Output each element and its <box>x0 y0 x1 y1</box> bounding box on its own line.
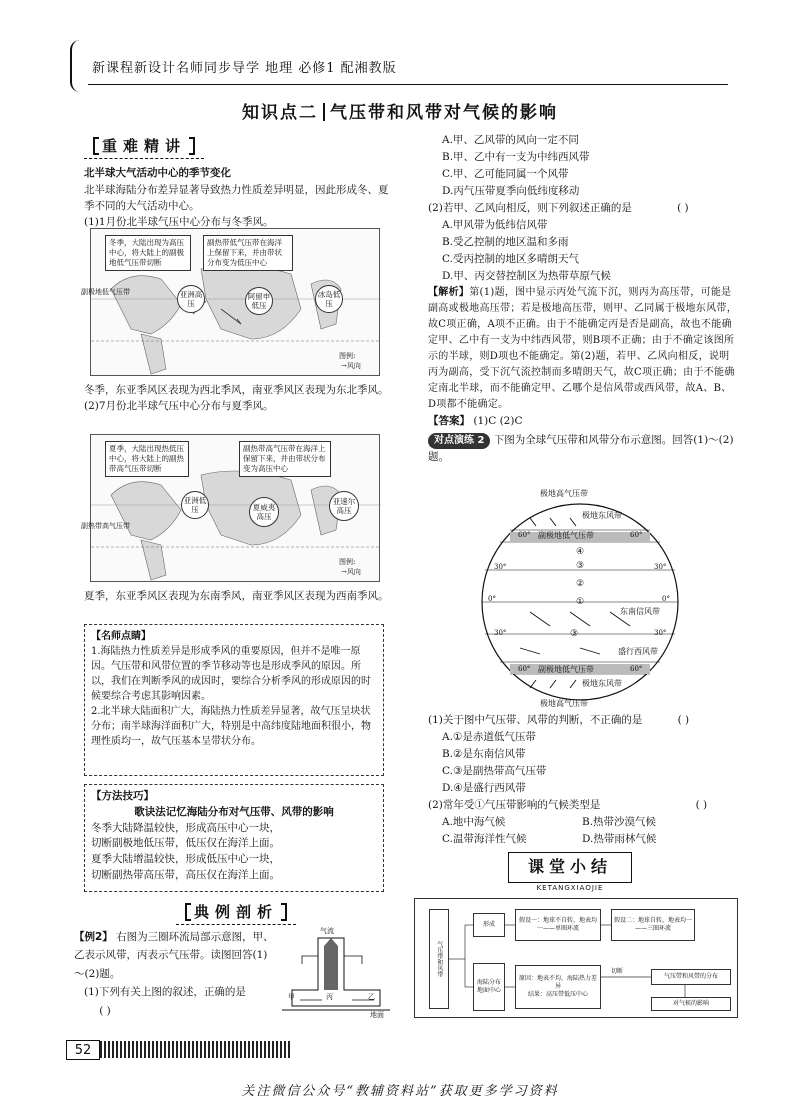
example-text: 右图为三圈环流局部示意图，甲、乙表示风带，丙表示气压带。读图回答(1)～(2)题。 <box>74 931 274 980</box>
teacher-tip-1: 1.海陆热力性质差异是形成季风的重要原因，但并不是唯一原因。气压带和风带位置的季节移动等也是形成季风的原因。所以，我们在判断季风的成因时，要综合分析季风的形成原因的时候要综合考虑其影响因素。 <box>91 646 371 702</box>
globe-deg30-n-left: 30° <box>494 563 507 571</box>
q1-option-d[interactable]: D.丙气压带夏季向低纬度移动 <box>442 185 580 197</box>
summary-land-sea: 海陆分布 地面中心 <box>473 963 505 1011</box>
summary-cause: 原因：地表不均，海陆热力差异 结果：高压带低压中心 <box>515 965 601 1009</box>
globe-label-1: ① <box>576 597 585 607</box>
page-number-bar <box>100 1041 290 1058</box>
globe-deg30-s-right: 30° <box>654 629 667 637</box>
drill-q2-option-b[interactable]: B.热带沙漠气候 <box>582 816 657 828</box>
winter-text: 冬季，东亚季风区表现为西北季风，南亚季风区表现为东北季风。 <box>84 384 389 396</box>
method-line-1: 冬季大陆降温较快，形成高压中心一块， <box>91 821 280 834</box>
example-label: 【例2】 <box>74 931 113 943</box>
globe-deg60-s-right: 60° <box>630 665 643 673</box>
q2-option-b[interactable]: B.受乙控制的地区温和多雨 <box>442 236 569 248</box>
summary-diagram <box>414 898 738 1018</box>
drill-q2-option-c[interactable]: C.温带海洋性气候 <box>442 833 527 845</box>
teacher-tip-2: 2.北半球大陆面积广大，海陆热力性质差异显著，故气压呈块状分布；南半球海洋面积广大，特别是中高纬度陆地面积很小，物理性质均一，故气压基本呈带状分布。 <box>91 706 371 747</box>
summary-root: 气压带和风带 <box>429 909 449 1009</box>
method-title: 歌诀法记忆海陆分布对气压带、风带的影响 <box>134 805 334 818</box>
legend-label-2: 图例: <box>339 558 356 566</box>
summary-hypothesis-1: 假设一：地球不自转，地表均一——单圈环流 <box>515 909 601 941</box>
fig-ground-label: 地面 <box>370 1011 384 1019</box>
asia-high-label: 亚洲高压 <box>177 285 205 313</box>
drill-q2-options-row2 <box>428 831 738 848</box>
january-callout-left: 冬季，大陆出现为高压中心，将大陆上的副极地低气压带切断 <box>105 235 191 271</box>
globe-deg60-n-left: 60° <box>518 531 531 539</box>
q2-option-a[interactable]: A.甲风带为低纬信风带 <box>442 219 548 231</box>
section-title-part2: 气压带和风带对气候的影响 <box>330 103 558 123</box>
header-bracket <box>70 40 84 92</box>
subpolar-low-label: 副极地低气压带 <box>81 288 130 296</box>
summary-climate-effect: 对气候的影响 <box>651 997 731 1011</box>
teacher-tips-box <box>84 624 384 776</box>
answer <box>428 413 738 430</box>
q2-answer-blank[interactable]: ( ) <box>677 202 689 214</box>
left-column-2 <box>84 382 394 415</box>
subtitle: 北半球大气活动中心的季节变化 <box>84 167 231 180</box>
drill-q1-option-b[interactable]: B.②是东南信风带 <box>442 748 526 760</box>
example-heading: 典例剖析 <box>176 901 296 925</box>
globe-subpolar-n: 副极地低气压带 <box>538 531 594 540</box>
globe-label-2: ② <box>576 579 585 589</box>
fig-yi-label: 乙 <box>368 993 375 1001</box>
drill-q2-answer-blank[interactable]: ( ) <box>695 799 708 811</box>
globe-top-label: 极地高气压带 <box>540 489 588 498</box>
january-pressure-map <box>81 228 380 376</box>
drill-q1-option-a[interactable]: A.①是赤道低气压带 <box>442 731 536 743</box>
summary-formation: 形成 <box>473 913 505 937</box>
july-callout-left: 夏季，大陆出现热低压中心，将大陆上的副热带高气压带切断 <box>105 441 189 477</box>
july-callout-right: 副热带高气压带在海洋上保留下来，并由带状分布变为高压中心 <box>239 441 331 477</box>
method-tips-head: 【方法技巧】 <box>91 790 154 802</box>
summary-distribution: 气压带和风带的分布 <box>651 969 731 985</box>
legend-label: 图例: <box>339 352 356 360</box>
q2-option-d[interactable]: D.甲、丙交替控制区为热带草原气候 <box>442 270 611 282</box>
class-summary-pinyin: KETANGXIAOJIE <box>536 883 604 892</box>
drill-q2-stem: (2)常年受①气压带影响的气候类型是 ( ) <box>428 797 738 814</box>
globe-se-trade: 东南信风带 <box>620 607 660 616</box>
fig-airflow-label: 气流 <box>320 927 334 935</box>
method-line-4: 切断副热带高压带，高压仅在海洋上面。 <box>91 868 280 881</box>
example-q1: (1)下列有关上图的叙述，正确的是 ( ) <box>74 983 274 1020</box>
page-number: 52 <box>66 1040 100 1060</box>
teacher-tips-head: 【名师点睛】 <box>91 631 151 642</box>
globe-deg30-s-left: 30° <box>494 629 507 637</box>
drill-q2-option-a[interactable]: A.地中海气候 <box>442 816 506 828</box>
circulation-figure <box>282 926 390 1019</box>
fig-bing-label: 丙 <box>326 993 333 1001</box>
section-title-part1: 知识点二 <box>242 103 318 123</box>
july-pressure-map <box>81 434 380 582</box>
method-tips-box <box>84 784 384 892</box>
drill-q2-option-d[interactable]: D.热带雨林气候 <box>582 833 657 845</box>
globe-bottom-label: 极地高气压带 <box>540 699 588 708</box>
answer-label: 【答案】 <box>428 415 470 427</box>
left-column <box>84 135 394 230</box>
globe-polar-east-n: 极地东风带 <box>582 511 622 520</box>
analysis <box>428 285 738 413</box>
drill-q1-option-c[interactable]: C.③是副热带高气压带 <box>442 765 547 777</box>
right-column <box>428 132 738 466</box>
summary-hypothesis-2: 假设二：地球自转，地表均一——三圈环流 <box>611 909 695 941</box>
globe-deg0-left: 0° <box>488 595 496 603</box>
drill <box>428 432 738 466</box>
section-title <box>0 100 800 126</box>
drill-pill: 对点演练 2 <box>428 433 490 449</box>
q1-option-c[interactable]: C.甲、乙可能同属一个风带 <box>442 168 569 180</box>
class-summary-title: 课堂小结 <box>527 857 612 876</box>
globe-label-3-s: ③ <box>570 629 579 639</box>
q2-option-c[interactable]: C.受丙控制的地区多晴朗天气 <box>442 253 579 265</box>
globe-westerly: 盛行西风带 <box>618 647 658 656</box>
jan-title: (1)1月份北半球气压中心分布与冬季风。 <box>84 216 274 229</box>
globe-deg30-n-right: 30° <box>654 563 667 571</box>
azores-high-label: 亚速尔高压 <box>329 491 359 521</box>
january-callout-right: 副热带低气压带在海洋上保留下来，并由带状分布变为低压中心 <box>203 235 293 271</box>
globe-label-3-n: ③ <box>576 561 585 571</box>
summer-text: 夏季，东亚季风区表现为东南季风，南亚季风区表现为西南季风。 <box>84 590 389 602</box>
example-q1-answer-blank[interactable]: ( ) <box>99 1004 111 1017</box>
globe-deg60-n-right: 60° <box>630 531 643 539</box>
globe-deg60-s-left: 60° <box>518 665 531 673</box>
method-line-2: 切断副极地低压带，低压仅在海洋上面。 <box>91 837 280 850</box>
legend-wind-2: →风向 <box>341 568 361 576</box>
globe-polar-east-s: 极地东风带 <box>582 679 622 688</box>
drill-q2-options-row1 <box>428 814 738 831</box>
fig-jia-label: 甲 <box>288 993 295 1001</box>
drill-q1-answer-blank[interactable]: ( ) <box>677 714 690 726</box>
asia-low-label: 亚洲低压 <box>181 491 209 519</box>
analysis-label: 【解析】 <box>428 287 470 298</box>
drill-questions <box>428 712 738 848</box>
q2-stem: (2)若甲、乙风向相反，则下列叙述正确的是 ( ) <box>428 200 738 217</box>
key-points-heading: 重难精讲 <box>84 135 204 159</box>
aleutian-low-label: 阿留申低压 <box>245 287 273 315</box>
footer-note: 关注微信公众号“教辅资料站”获取更多学习资料 <box>241 1084 559 1099</box>
analysis-text: 第(1)题，图中显示丙处气流下沉，则丙为高压带，可能是副高或极地高压带；若是极地高压带，则甲、乙同属于极地东风带，故C项正确，A项不正确。由于不能确定丙是否是副高，故也不能确定甲、乙中有一支为中纬西风带，则B项不正确；由于不确定该图所示的半球，则D项也不能确定。第(2)题，若甲、乙风向相反，说明丙为副高，受下沉气流控制而多晴朗天气，故C项正确；由于不能确定南北半球，而不能确定甲、乙哪个是信风带或西风带，故A、B、D项都不能确定。 <box>428 287 737 410</box>
class-summary-heading <box>508 852 632 894</box>
method-line-3: 夏季大陆增温较快，形成低压中心一块， <box>91 853 280 865</box>
drill-q1-option-d[interactable]: D.④是盛行西风带 <box>442 782 526 794</box>
drill-text: 下图为全球气压带和风带分布示意图。回答(1)～(2)题。 <box>428 434 734 464</box>
hawaii-high-label: 夏威夷高压 <box>249 497 279 527</box>
globe-subpolar-s: 副极地低气压带 <box>538 665 594 674</box>
summary-cut: 切断 <box>611 968 624 975</box>
pressure-belt-globe <box>470 488 690 710</box>
intro-text: 北半球海陆分布差异显著导致热力性质差异明显，因此形成冬、夏季不同的大气活动中心。 <box>84 183 389 212</box>
subtropical-high-label: 副热带高气压带 <box>81 522 130 530</box>
globe-label-4: ④ <box>576 547 585 557</box>
q1-option-b[interactable]: B.甲、乙中有一支为中纬西风带 <box>442 151 590 163</box>
title-divider <box>323 103 325 121</box>
july-title: (2)7月份北半球气压中心分布与夏季风。 <box>84 400 274 413</box>
example-block <box>74 928 274 1020</box>
globe-deg0-right: 0° <box>662 595 670 603</box>
q1-option-a[interactable]: A.甲、乙风带的风向一定不同 <box>442 134 579 146</box>
legend-wind: →风向 <box>341 362 361 370</box>
drill-q1-stem: (1)关于图中气压带、风带的判断，不正确的是 ( ) <box>428 712 738 729</box>
answer-text: (1)C (2)C <box>473 415 523 427</box>
header-rule <box>88 84 728 85</box>
iceland-low-label: 冰岛低压 <box>315 285 343 313</box>
header-title: 新课程新设计名师同步导学 地理 必修1 配湘教版 <box>92 61 397 76</box>
